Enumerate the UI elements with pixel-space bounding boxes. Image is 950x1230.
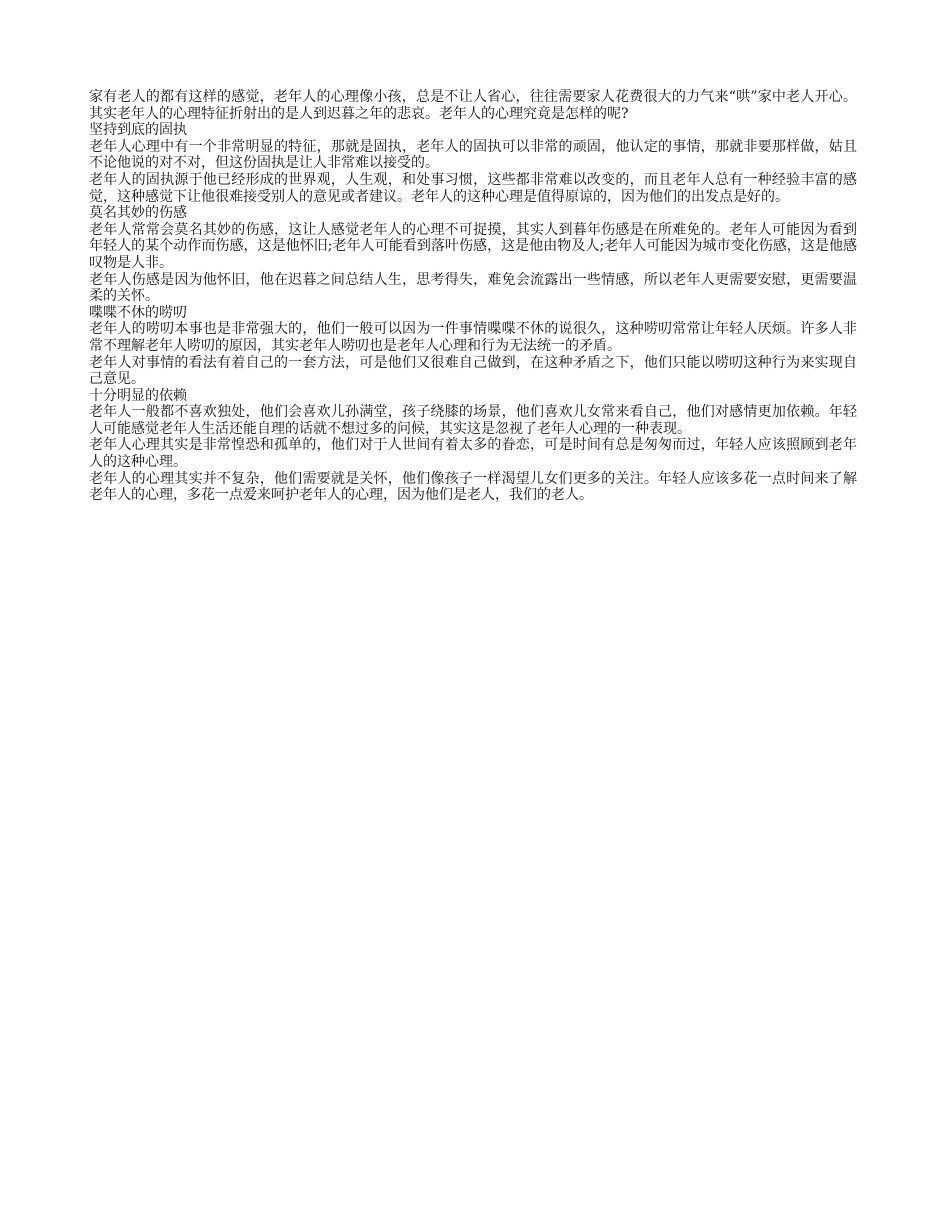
intro-paragraph: 家有老人的都有这样的感觉，老年人的心理像小孩，总是不让人省心，往往需要家人花费很大的力气来“哄”家中老人开心。其实老年人的心理特征折射出的是人到迟暮之年的悲哀。老年人的心理究竟是怎样的呢? bbox=[89, 89, 857, 122]
section-paragraph: 老年人的唠叨本事也是非常强大的，他们一般可以因为一件事情喋喋不休的说很久，这种唠叨常常让年轻人厌烦。许多人非常不理解老年人唠叨的原因，其实老年人唠叨也是老年人心理和行为无法统一的矛盾。 bbox=[89, 321, 857, 354]
section-heading-stubbornness: 坚持到底的固执 bbox=[89, 122, 187, 139]
section-heading-sentimentality: 莫名其妙的伤感 bbox=[89, 205, 187, 222]
section-paragraph: 老年人心理中有一个非常明显的特征，那就是固执，老年人的固执可以非常的顽固，他认定的事情，那就非要那样做，姑且不论他说的对不对，但这份固执是让人非常难以接受的。 bbox=[89, 138, 857, 172]
section-paragraph: 老年人一般都不喜欢独处，他们会喜欢儿孙满堂，孩子绕膝的场景，他们喜欢儿女常来看自己，他们对感情更加依赖。年轻人可能感觉老年人生活还能自理的话就不想过多的问候，其实这是忽视了老年人心理的一种表现。 bbox=[89, 404, 857, 437]
section-paragraph: 老年人心理其实是非常惶恐和孤单的，他们对于人世间有着太多的眷恋，可是时间有总是匆匆而过，年轻人应该照顾到老年人的这种心理。 bbox=[89, 437, 857, 471]
section-heading-nagging: 喋喋不休的唠叨 bbox=[89, 304, 187, 321]
section-paragraph: 老年人常常会莫名其妙的伤感，这让人感觉老年人的心理不可捉摸，其实人到暮年伤感是在所难免的。老年人可能因为看到年轻人的某个动作而伤感，这是他怀旧;老年人可能看到落叶伤感，这是他由物及人;老年人可能因为城市变化伤感，这是他感叹物是人非。 bbox=[89, 221, 857, 271]
article-body bbox=[89, 89, 857, 504]
section-paragraph: 老年人伤感是因为他怀旧，他在迟暮之间总结人生，思考得失，难免会流露出一些情感，所以老年人更需要安慰，更需要温柔的关怀。 bbox=[89, 271, 857, 305]
section-paragraph: 老年人对事情的看法有着自己的一套方法，可是他们又很难自己做到，在这种矛盾之下，他们只能以唠叨这种行为来实现自己意见。 bbox=[89, 354, 857, 388]
section-paragraph: 老年人的固执源于他已经形成的世界观，人生观，和处事习惯，这些都非常难以改变的，而且老年人总有一种经验丰富的感觉，这种感觉下让他很难接受别人的意见或者建议。老年人的这种心理是值得原谅的，因为他们的出发点是好的。 bbox=[89, 171, 857, 205]
conclusion-paragraph: 老年人的心理其实并不复杂，他们需要就是关怀，他们像孩子一样渴望儿女们更多的关注。年轻人应该多花一点时间来了解老年人的心理，多花一点爱来呵护老年人的心理，因为他们是老人，我们的老人。 bbox=[89, 470, 857, 504]
section-heading-dependence: 十分明显的依赖 bbox=[89, 387, 187, 404]
